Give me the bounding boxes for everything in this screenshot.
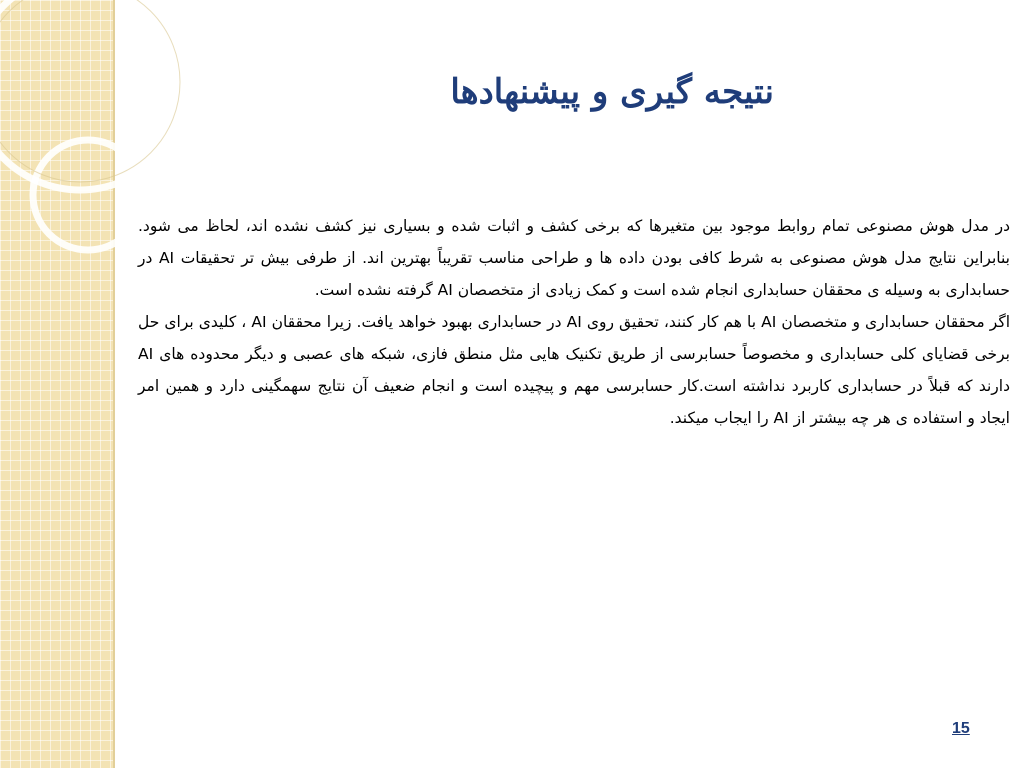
slide-body: [138, 210, 1010, 434]
slide-title: نتیجه گیری و پیشنهادها: [450, 72, 774, 112]
side-panel-edge: [113, 0, 115, 768]
paragraph-2: اگر محققان حسابداری و متخصصان AI با هم کار کنند، تحقیق روی AI در حسابداری بهبود خواهد یافت. زیرا محققان AI ، کلیدی برای حل برخی قضایای کلی حسابداری و مخصوصاً حسابرسی از طریق تکنیک هایی مثل منطق فازی، شبکه های عصبی و دیگر محدوده های AI دارند که قبلاً در حسابداری کاربرد نداشته است.کار حسابرسی مهم و پیچیده است و انجام ضعیف آن نتایج سهمگینی دارد و همین امر ایجاد و استفاده ی هر چه بیشتر از AI را ایجاب میکند.: [138, 313, 1011, 427]
paragraph-1: در مدل هوش مصنوعی تمام روابط موجود بین متغیرها که برخی کشف و اثبات شده و بسیاری نیز کشف نشده اند، لحاظ می شود. بنابراین نتایج مدل هوش مصنوعی به شرط کافی بودن داده ها و طراحی مناسب تقریباً بهترین اند. از طرفی بیش تر تحقیقات AI در حسابداری به وسیله ی محققان حسابداری انجام شده است و کمک زیادی از متخصصان AI گرفته نشده است.: [138, 217, 1010, 299]
page-number[interactable]: 15: [952, 720, 970, 737]
decorative-side-panel: [0, 0, 113, 768]
